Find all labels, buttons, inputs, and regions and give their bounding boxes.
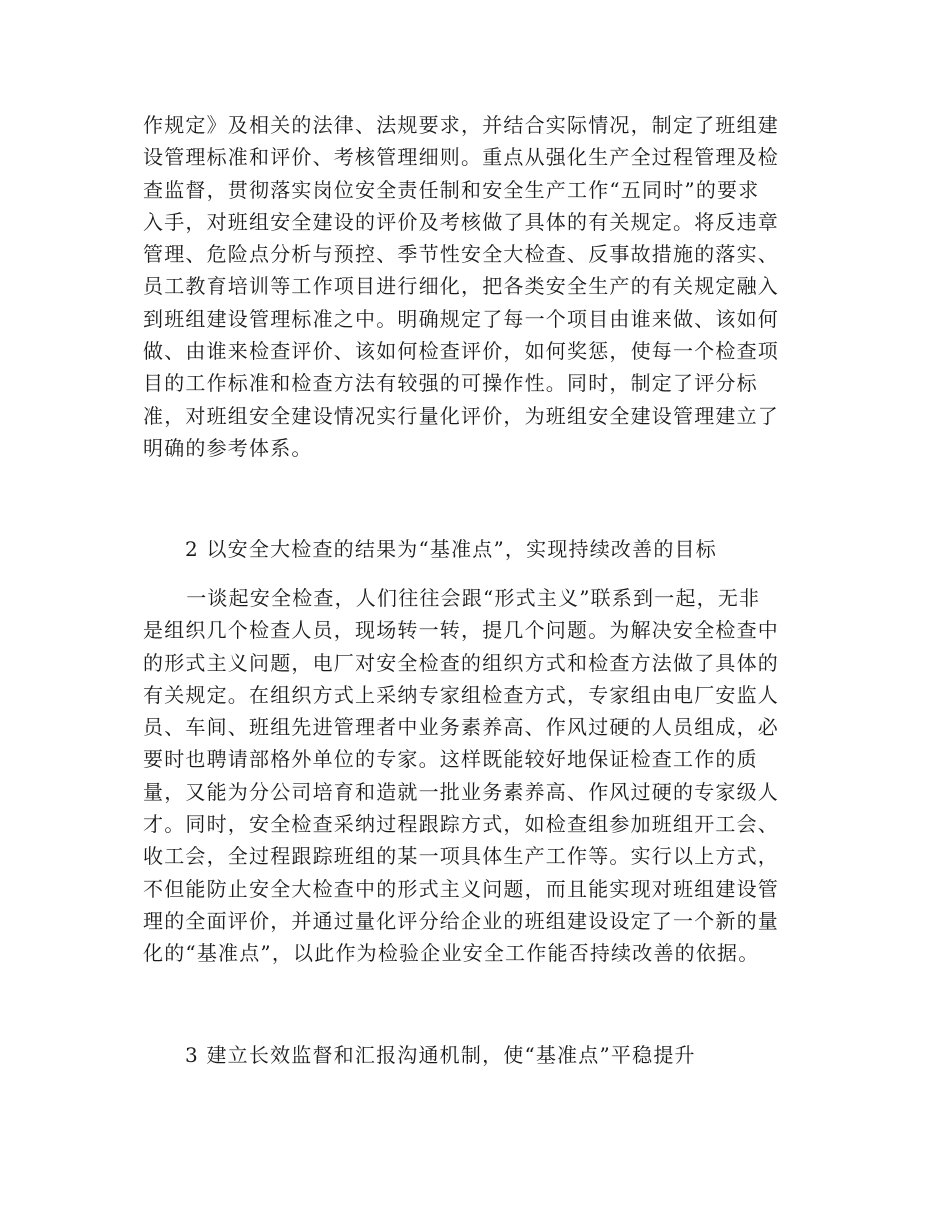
paragraph-line: 不但能防止安全大检查中的形式主义问题，而且能实现对班组建设管 [143, 876, 779, 901]
section-heading-2: 2 以安全大检查的结果为“基准点”，实现持续改善的目标 [185, 537, 717, 561]
paragraph-line: 理的全面评价，并通过量化评分给企业的班组建设设定了一个新的量 [143, 908, 779, 933]
paragraph-line: 入手，对班组安全建设的评价及考核做了具体的有关规定。将反违章 [143, 209, 779, 234]
paragraph-line: 员、车间、班组先进管理者中业务素养高、作风过硬的人员组成，必 [143, 715, 779, 740]
paragraph-line: 一谈起安全检查，人们往往会跟“形式主义”联系到一起，无非 [165, 586, 761, 610]
paragraph-line: 员工教育培训等工作项目进行细化，把各类安全生产的有关规定融入 [143, 274, 779, 299]
paragraph-line: 要时也聘请部格外单位的专家。这样既能较好地保证检查工作的质 [143, 747, 758, 772]
paragraph-2 [143, 582, 815, 970]
paragraph-line: 作规定》及相关的法律、法规要求，并结合实际情况，制定了班组建 [143, 113, 779, 137]
paragraph-line: 明确的参考体系。 [143, 435, 313, 460]
paragraph-line: 准，对班组安全建设情况实行量化评价，为班组安全建设管理建立了 [143, 403, 779, 428]
section-heading-3: 3 建立长效监督和汇报沟通机制，使“基准点”平稳提升 [185, 1043, 696, 1067]
paragraph-line: 查监督，贯彻落实岗位安全责任制和安全生产工作“五同时”的要求 [143, 177, 760, 202]
paragraph-line: 是组织几个检查人员，现场转一转，提几个问题。为解决安全检查中 [143, 618, 779, 643]
paragraph-line: 收工会，全过程跟踪班组的某一项具体生产工作等。实行以上方式， [143, 844, 779, 869]
paragraph-line: 到班组建设管理标准之中。明确规定了每一个项目由谁来做、该如何 [143, 306, 779, 331]
paragraph-line: 量，又能为分公司培育和造就一批业务素养高、作风过硬的专家级人 [143, 779, 779, 804]
paragraph-line: 做、由谁来检查评价、该如何检查评价，如何奖惩，使每一个检查项 [143, 339, 779, 364]
paragraph-line: 设管理标准和评价、考核管理细则。重点从强化生产全过程管理及检 [143, 145, 779, 170]
paragraph-line: 的形式主义问题，电厂对安全检查的组织方式和检查方法做了具体的 [143, 650, 779, 675]
paragraph-line: 化的“基准点”，以此作为检验企业安全工作能否持续改善的依据。 [143, 941, 760, 966]
paragraph-line: 有关规定。在组织方式上采纳专家组检查方式，专家组由电厂安监人 [143, 682, 779, 707]
paragraph-line: 目的工作标准和检查方法有较强的可操作性。同时，制定了评分标 [143, 371, 758, 396]
paragraph-line: 管理、危险点分析与预控、季节性安全大检查、反事故措施的落实、 [143, 242, 779, 267]
paragraph-line: 才。同时，安全检查采纳过程跟踪方式，如检查组参加班组开工会、 [143, 812, 779, 837]
paragraph-1 [143, 109, 815, 464]
